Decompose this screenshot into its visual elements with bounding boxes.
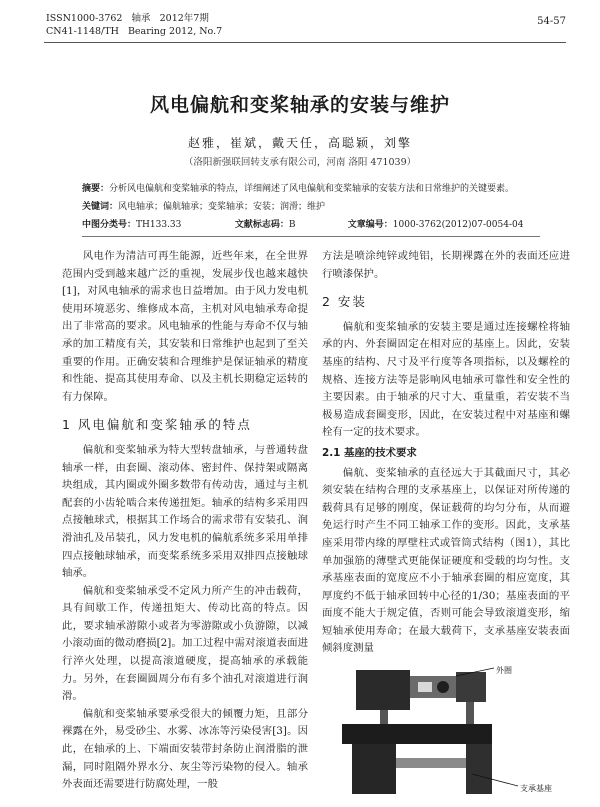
- subsection-2-1-heading: 2.1 基座的技术要求: [322, 446, 417, 459]
- section-1-paragraph-2: 偏航和变桨轴承受不定风力所产生的冲击载荷，具有间歇工作，传递扭矩大、传动比高的特点。因此，要求轴承游隙小或者为零游隙或小负游隙，以减小滚动面的微动磨损[2]。加工过程中需对滚道表面进行淬火处理，以提高滚道硬度，提高轴承的承载能力。另外，在套圈圆周分布有多个油孔对滚道进行润滑。: [62, 584, 308, 703]
- cn-number: CN41-1148/TH: [46, 26, 119, 37]
- figure-1-bearing-mounting: [322, 662, 570, 800]
- figure-label-support-base: 支承基座: [520, 784, 552, 794]
- upper-mount-block: [356, 670, 410, 710]
- clc-label: 中图分类号：: [82, 220, 137, 230]
- left-column: [62, 248, 308, 794]
- intro-paragraph: 风电作为清洁可再生能源，近些年来，在全世界范围内受到越来越广泛的重视，发展步伐也越来越快[1]，对风电轴承的需求也日益增加。由于风力发电机使用环境恶劣、维修成本高，主机对风电轴承寿命提出了非常高的要求。风电轴承的性能与寿命不仅与轴承的加工精度有关，其安装和日常维护也起到了至关重要的作用。正确安装和合理维护是保证轴承的精度和性能、提高其使用寿命、以及主机长期稳定运转的有力保障。: [62, 250, 308, 403]
- outer-ring-section: [410, 676, 456, 698]
- classification-line: [82, 218, 540, 232]
- section-1-paragraph-1: 偏航和变桨轴承为特大型转盘轴承，与普通转盘轴承一样，由套圈、滚动体、密封件、保持架或隔离块组成，其内圈或外圈多数带有传动齿，通过与主机配套的小齿轮啮合来传递扭矩。轴承的结构多采用四点接触球式，根据其工作场合的需求带有安装孔、润滑油孔及吊装孔，风力发电机的偏航系统多采用单排四点接触球轴承，而变桨系统多采用双排四点接触球轴承。: [62, 443, 308, 580]
- abstract-label: 摘要：: [82, 184, 110, 194]
- page-range: 54-57: [537, 16, 566, 27]
- keywords: [82, 200, 540, 214]
- year-issue: 2012年7期: [159, 13, 209, 24]
- section-2-paragraph-1: 偏航和变桨轴承的安装主要是通过连接螺栓将轴承的内、外套圈固定在相对应的基座上。因此，安装基座的结构、尺寸及平行度等各项指标，以及螺栓的规格、连接方法等是影响风电轴承可靠性和安全性的主要因素。由于轴承的尺寸大、重量重，若安装不当极易造成套圈变形，因此，在安装过程中对基座和螺栓有一定的技术要求。: [322, 320, 570, 439]
- article-number-label: 文章编号：: [347, 220, 393, 230]
- doc-code-label: 文献标志码：: [234, 220, 289, 230]
- journal-name-cn: 轴承: [131, 13, 151, 24]
- affiliation: （洛阳新强联回转支承有限公司，河南 洛阳 471039）: [183, 157, 417, 168]
- section-1-heading: 1 风电偏航和变桨轴承的特点: [62, 417, 252, 433]
- rolling-ball: [437, 681, 449, 693]
- continued-paragraph: 方法是喷涂纯锌或纯铝，长期裸露在外的表面还应进行喷漆保护。: [322, 250, 570, 280]
- section-1-paragraph-3: 偏航和变桨轴承要承受很大的倾覆力矩，且部分裸露在外，易受砂尘、水雾、冰冻等污染侵害[3]。因此，在轴承的上、下端面安装带封条防止润滑脂的泄漏，同时阻隔外界水分、灰尘等污染物的侵入。轴承外表面还需要进行防腐处理，一般: [62, 707, 308, 791]
- figure-label-outer-ring: 外圈: [496, 666, 512, 676]
- abstract-divider: [82, 236, 540, 237]
- article-number-value: 1000-3762(2012)07-0054-04: [392, 220, 524, 230]
- abstract: [82, 182, 540, 196]
- issn: ISSN1000-3762: [46, 13, 123, 24]
- abstract-text: 分析风电偏航和变桨轴承的特点，详细阐述了风电偏航和变桨轴承的安装方法和日常维护的关键要素。: [109, 184, 515, 194]
- support-base-flange: [342, 724, 492, 744]
- keywords-text: 风电轴承；偏航轴承；变桨轴承；安装；润滑；维护: [118, 202, 326, 212]
- header-divider: [44, 42, 566, 43]
- paper-title: 风电偏航和变桨轴承的安装与维护: [149, 94, 450, 116]
- journal-header: [46, 12, 222, 38]
- authors: 赵雅，崔斌，戴天任，高聪颖，刘擎: [187, 136, 412, 150]
- keywords-label: 关键词：: [82, 202, 119, 212]
- right-column: [322, 248, 570, 800]
- clc-value: TH133.33: [136, 220, 182, 230]
- doc-code-value: B: [288, 220, 296, 230]
- subsection-2-1-paragraph: 偏航、变桨轴承的直径远大于其截面尺寸，其必须安装在结构合理的支承基座上，以保证对所传递的载荷具有足够的刚度，保证载荷的均匀分布，从而避免运行时产生不同工轴承工作的变形。因此，支承基座采用带内缘的厚壁柱式或管筒式结构（图1），其比单加强筋的薄壁式更能保证硬度和受载的均匀性。支承基座表面的宽度应不小于轴承套圈的相应宽度，其厚度约不低于轴承回转中心径的1/30；基座表面的平面度不能大于规定值，否则可能会导致滚道变形，缩短轴承使用寿命；在最大载荷下，支承基座安装表面倾斜度测量: [322, 466, 570, 655]
- journal-name-en: Bearing 2012, No.7: [127, 26, 223, 37]
- section-2-heading: 2 安装: [322, 294, 367, 310]
- support-base-wall: [352, 744, 396, 794]
